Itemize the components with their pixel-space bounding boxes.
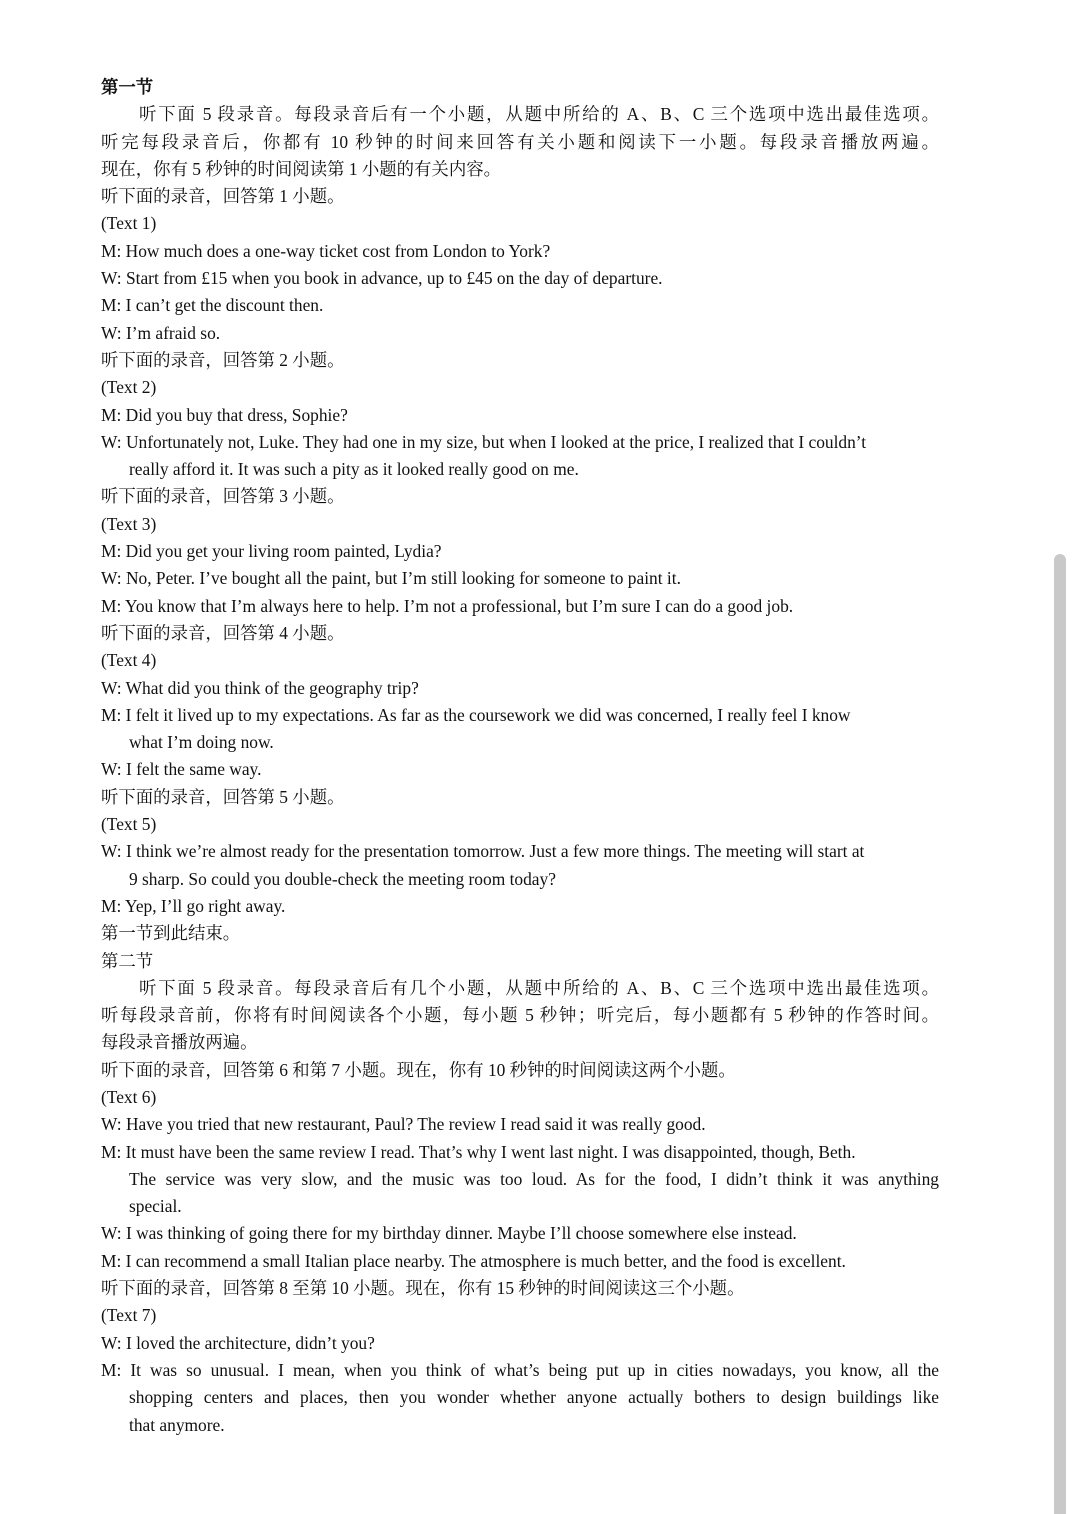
section1-title: 第一节 xyxy=(101,77,154,97)
dialogue-line: W: Start from £15 when you book in advance, up to £45 on the day of departure. xyxy=(101,268,663,289)
dialogue-line-continued: 9 sharp. So could you double-check the meeting room today? xyxy=(129,868,556,889)
vertical-scrollbar-thumb[interactable] xyxy=(1054,554,1066,1514)
section1-intro: 听完每段录音后，你都有 10 秒钟的时间来回答有关小题和阅读下一小题。每段录音播放两遍。 xyxy=(101,131,939,152)
question-prompt: 听下面的录音，回答第 8 至第 10 小题。现在，你有 15 秒钟的时间阅读这三个小题。 xyxy=(101,1278,745,1299)
dialogue-line: M: I can’t get the discount then. xyxy=(101,295,324,316)
dialogue-line: M: Yep, I’ll go right away. xyxy=(101,895,286,916)
dialogue-line: M: Did you buy that dress, Sophie? xyxy=(101,404,348,425)
text-label: (Text 4) xyxy=(101,650,157,671)
dialogue-line: M: You know that I’m always here to help. I’m not a professional, but I’m sure I can do a good job. xyxy=(101,595,794,616)
dialogue-line-continued: that anymore. xyxy=(129,1414,225,1435)
dialogue-line: W: Unfortunately not, Luke. They had one in my size, but when I looked at the price, I realized that I couldn’t xyxy=(101,431,867,452)
dialogue-line: W: I loved the architecture, didn’t you? xyxy=(101,1332,375,1353)
text-label: (Text 7) xyxy=(101,1305,157,1326)
section1-intro: 现在，你有 5 秒钟的时间阅读第 1 小题的有关内容。 xyxy=(101,158,501,179)
dialogue-line-continued: what I’m doing now. xyxy=(129,732,274,753)
section1-intro: 听下面 5 段录音。每段录音后有一个小题，从题中所给的 A、B、C 三个选项中选出最佳选项。 xyxy=(139,104,939,125)
text-label: (Text 1) xyxy=(101,213,157,234)
dialogue-line-continued: shopping centers and places, then you wonder whether anyone actually bothers to design buildings like xyxy=(129,1387,939,1408)
section2-title: 第二节 xyxy=(101,950,154,971)
question-prompt: 听下面的录音，回答第 4 小题。 xyxy=(101,622,345,643)
dialogue-line: W: I was thinking of going there for my birthday dinner. Maybe I’ll choose somewhere else instead. xyxy=(101,1223,797,1244)
question-prompt: 听下面的录音，回答第 1 小题。 xyxy=(101,186,345,207)
dialogue-line: W: I think we’re almost ready for the presentation tomorrow. Just a few more things. The meeting will start at xyxy=(101,841,865,862)
question-prompt: 听下面的录音，回答第 6 和第 7 小题。现在，你有 10 秒钟的时间阅读这两个小题。 xyxy=(101,1059,736,1080)
section2-intro: 每段录音播放两遍。 xyxy=(101,1032,258,1053)
section1-end: 第一节到此结束。 xyxy=(101,923,241,944)
dialogue-line: M: How much does a one-way ticket cost from London to York? xyxy=(101,240,551,261)
text-label: (Text 2) xyxy=(101,377,157,398)
text-label: (Text 5) xyxy=(101,814,157,835)
question-prompt: 听下面的录音，回答第 2 小题。 xyxy=(101,349,345,370)
dialogue-line: M: Did you get your living room painted, Lydia? xyxy=(101,541,442,562)
dialogue-line-continued: really afford it. It was such a pity as it looked really good on me. xyxy=(129,459,579,480)
dialogue-line: M: I can recommend a small Italian place nearby. The atmosphere is much better, and the food is excellent. xyxy=(101,1250,846,1271)
dialogue-line: W: No, Peter. I’ve bought all the paint, but I’m still looking for someone to paint it. xyxy=(101,568,681,589)
dialogue-line: W: What did you think of the geography trip? xyxy=(101,677,419,698)
question-prompt: 听下面的录音，回答第 3 小题。 xyxy=(101,486,345,507)
text-label: (Text 6) xyxy=(101,1086,157,1107)
dialogue-line: M: It was so unusual. I mean, when you think of what’s being put up in cities nowadays, you know, all the xyxy=(101,1359,939,1380)
document-page xyxy=(101,74,939,1439)
text-label: (Text 3) xyxy=(101,513,157,534)
dialogue-line: W: Have you tried that new restaurant, Paul? The review I read said it was really good. xyxy=(101,1114,706,1135)
dialogue-line: M: It must have been the same review I read. That’s why I went last night. I was disappointed, though, Beth. xyxy=(101,1141,856,1162)
section2-intro: 听下面 5 段录音。每段录音后有几个小题，从题中所给的 A、B、C 三个选项中选出最佳选项。 xyxy=(139,977,939,998)
dialogue-line: M: I felt it lived up to my expectations. As far as the coursework we did was concerned, I really feel I know xyxy=(101,704,851,725)
section2-intro: 听每段录音前，你将有时间阅读各个小题，每小题 5 秒钟；听完后，每小题都有 5 秒钟的作答时间。 xyxy=(101,1005,939,1026)
dialogue-line-continued: special. xyxy=(129,1196,182,1217)
dialogue-line-continued: The service was very slow, and the music was too loud. As for the food, I didn’t think it was anything xyxy=(129,1168,939,1189)
dialogue-line: W: I felt the same way. xyxy=(101,759,262,780)
question-prompt: 听下面的录音，回答第 5 小题。 xyxy=(101,786,345,807)
dialogue-line: W: I’m afraid so. xyxy=(101,322,221,343)
